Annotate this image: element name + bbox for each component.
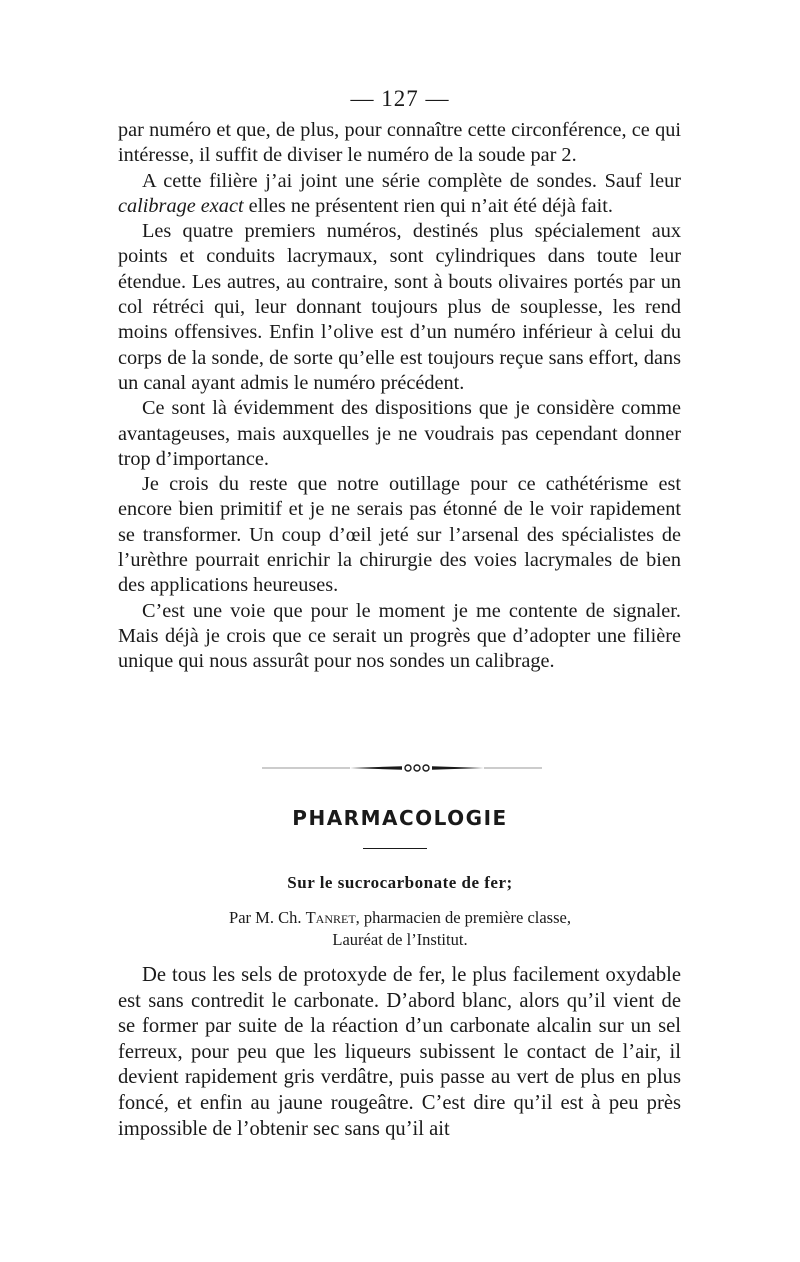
section-title: PHARMACOLOGIE [292,806,508,830]
title-rule [363,848,427,849]
author-byline [0,907,800,951]
ornament-divider [262,762,542,774]
paragraph: Les quatre premiers numéros, destinés plus spécialement aux points et conduits lacrymaux, sont cylindriques dans toute leur étendue. Les autres, au contraire, sont à bouts olivaires portés par un col rétréci qui, leur donnant toujours plus de souplesse, les rend moins offensives. Enfin l’olive est d’un numéro inférieur à celui du corps de la sonde, de sorte qu’elle est toujours reçue sans effort, dans un canal ayant admis le numéro précédent. [118,220,681,394]
paragraph: De tous les sels de protoxyde de fer, le plus facilement oxydable est sans contredit le carbonate. D’abord blanc, alors qu’il vient de se former par suite de la réaction d’un carbonate alcalin sur un sel ferreux, pour peu que les liqueurs subissent le contact de l’air, il devient rapidement gris verdâtre, puis passe au vert de plus en plus foncé, et enfin au jaune rougeâtre. C’est dire qu’il est à peu près impossible de l’obtenir sec sans qu’il ait [118,964,681,1140]
paragraph: C’est une voie que pour le moment je me contente de signaler. Mais déjà je crois que ce serait un progrès que d’adopter une filière unique qui nous assurât pour nos sondes un calibrage. [118,599,681,673]
article-title: Sur le sucrocarbonate de fer; [287,873,513,892]
body-text-top [118,118,681,675]
paragraph-text: A cette filière j’ai joint une série complète de sondes. Sauf leur [142,169,681,192]
page-number: — 127 — [350,86,450,111]
body-text-article [118,963,681,1142]
paragraph: Je crois du reste que notre outillage pour ce cathétérisme est encore bien primitif et je ne serais pas étonné de le voir rapidement se transformer. Un coup d’œil jeté sur l’arsenal des spécialistes de l’urèthre pourrait enrichir la chirurgie des voies lacrymales de bien des applications heureuses. [118,473,681,597]
emphasis-text: calibrage exact [118,194,244,217]
author-name: Tanret [305,908,356,927]
paragraph [118,169,681,220]
author-line [0,907,800,929]
paragraph: Ce sont là évidemment des dispositions que je considère comme avantageuses, mais auxquelles je ne voudrais pas cependant donner trop d’importance. [118,397,681,470]
author-prefix: Par M. Ch. [229,908,306,927]
author-suffix: , pharmacien de première classe, [355,908,571,927]
paragraph-text: elles ne présentent rien qui n’ait été déjà fait. [243,194,614,217]
author-affiliation: Lauréat de l’Institut. [332,930,468,949]
paragraph: par numéro et que, de plus, pour connaître cette circonférence, ce qui intéresse, il suffit de diviser le numéro de la soude par 2. [118,119,681,167]
